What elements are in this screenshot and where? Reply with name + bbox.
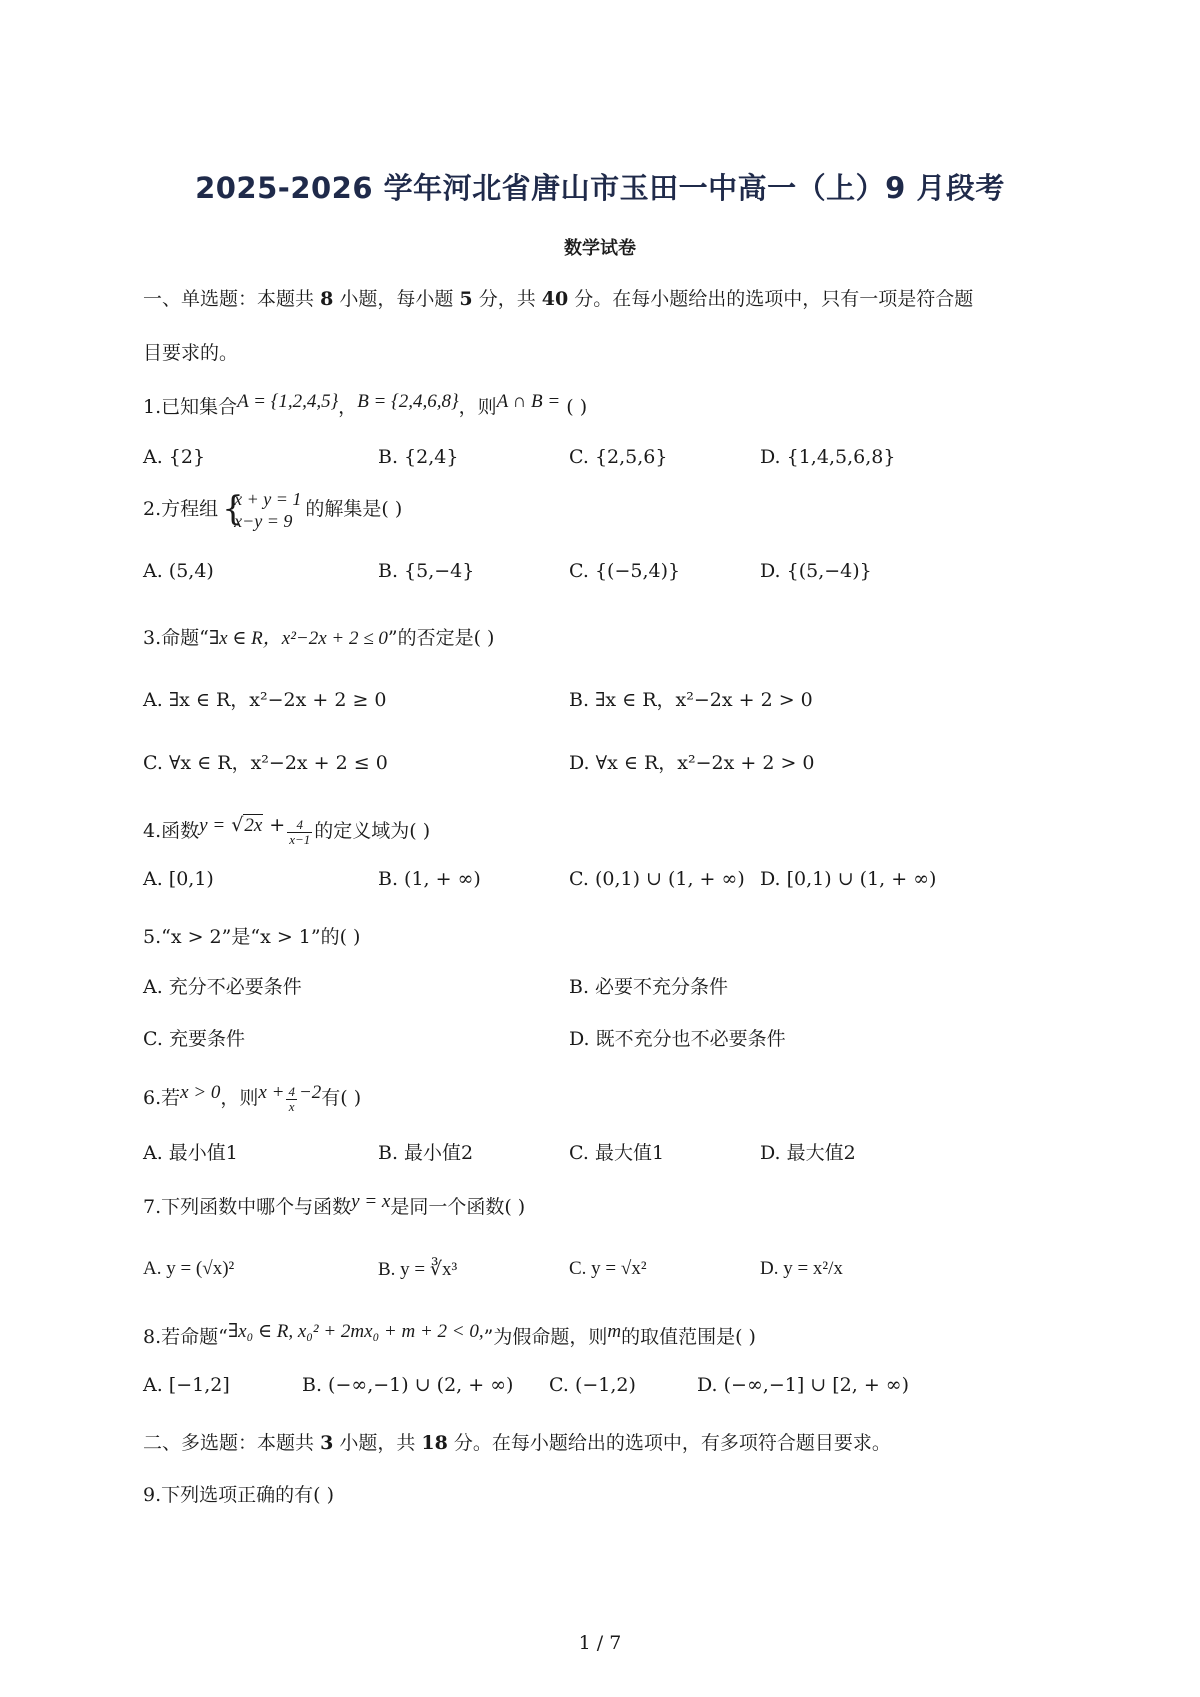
q8-option-b: B. (−∞,−1) ∪ (2, + ∞) — [302, 1374, 514, 1396]
q2-option-c: C. {(−5,4)} — [569, 560, 681, 582]
section1-heading-cont: 目要求的。 — [143, 342, 239, 364]
q2-option-a: A. (5,4) — [143, 560, 214, 582]
q5-option-d: D. 既不充分也不必要条件 — [569, 1028, 786, 1050]
q2-option-b: B. {5,−4} — [378, 560, 475, 582]
q8-option-c: C. (−1,2) — [549, 1374, 636, 1396]
q3-option-b: B. ∃x ∈ R，x²−2x + 2 > 0 — [569, 689, 813, 711]
q4-option-d: D. [0,1) ∪ (1, + ∞) — [760, 868, 937, 890]
exam-title: 2025-2026 学年河北省唐山市玉田一中高一（上）9 月段考 — [195, 171, 1005, 205]
q1-option-b: B. {2,4} — [378, 446, 459, 468]
q1-option-c: C. {2,5,6} — [569, 446, 668, 468]
page-number: 1 / 7 — [578, 1632, 622, 1654]
question-3-stem: 3.命题“∃x ∈ R，x²−2x + 2 ≤ 0”的否定是( ) — [143, 627, 495, 649]
question-6-stem: 6.若x > 0，则x + $\frac{4}{x}$ −2有( ) — [143, 1082, 362, 1114]
q7-option-a: A. y = (√x)² — [143, 1258, 235, 1279]
q7-option-d: D. y = x²/x — [760, 1258, 843, 1279]
section2-heading: 二、多选题：本题共 3 小题，共 18 分。在每小题给出的选项中，有多项符合题目要求。 — [143, 1432, 891, 1454]
q1-option-a: A. {2} — [143, 446, 206, 468]
question-2-stem: 2.方程组 { x + y = 1 x−y = 9 的解集是( ) — [143, 488, 402, 532]
question-9-stem: 9.下列选项正确的有( ) — [143, 1484, 334, 1506]
question-5-stem: 5.“x > 2”是“x > 1”的( ) — [143, 926, 361, 948]
equation-system: { x + y = 1 x−y = 9 — [222, 488, 301, 532]
q3-option-c: C. ∀x ∈ R，x²−2x + 2 ≤ 0 — [143, 752, 388, 774]
question-1-stem: 1.已知集合A = {1,2,4,5}，B = {2,4,6,8}，则A ∩ B = ( ) — [143, 391, 588, 418]
q4-option-a: A. [0,1) — [143, 868, 214, 890]
q1-option-d: D. {1,4,5,6,8} — [760, 446, 896, 468]
q5-option-c: C. 充要条件 — [143, 1028, 245, 1050]
q3-option-d: D. ∀x ∈ R，x²−2x + 2 > 0 — [569, 752, 815, 774]
q6-option-c: C. 最大值1 — [569, 1142, 665, 1164]
q8-option-d: D. (−∞,−1] ∪ [2, + ∞) — [697, 1374, 910, 1396]
q2-option-d: D. {(5,−4)} — [760, 560, 872, 582]
q7-option-b: B. y = ∛x³ — [378, 1259, 458, 1280]
q6-option-a: A. 最小值1 — [143, 1142, 238, 1164]
q5-option-b: B. 必要不充分条件 — [569, 976, 729, 998]
q4-option-b: B. (1, + ∞) — [378, 868, 481, 890]
q6-option-b: B. 最小值2 — [378, 1142, 474, 1164]
q8-option-a: A. [−1,2] — [143, 1374, 230, 1396]
exam-subtitle: 数学试卷 — [564, 238, 636, 259]
q6-option-d: D. 最大值2 — [760, 1142, 856, 1164]
fraction: $\frac{4}{x-1}$ — [289, 816, 311, 847]
question-8-stem: 8.若命题“∃x₀ ∈ R, x₀² + 2mx₀ + m + 2 < 0,”为假命题，则m的取值范围是( ) — [143, 1321, 756, 1348]
question-4-stem: 4.函数y = √2x + $\frac{4}{x-1}$ 的定义域为( ) — [143, 814, 431, 847]
q7-option-c: C. y = √x² — [569, 1258, 647, 1279]
q3-option-a: A. ∃x ∈ R，x²−2x + 2 ≥ 0 — [143, 689, 387, 711]
question-7-stem: 7.下列函数中哪个与函数y = x是同一个函数( ) — [143, 1191, 526, 1218]
q4-option-c: C. (0,1) ∪ (1, + ∞) — [569, 868, 745, 890]
fraction: $\frac{4}{x}$ — [288, 1083, 295, 1114]
q5-option-a: A. 充分不必要条件 — [143, 976, 302, 998]
section1-heading: 一、单选题：本题共 8 小题，每小题 5 分，共 40 分。在每小题给出的选项中，只有一项是符合题 — [143, 288, 974, 310]
